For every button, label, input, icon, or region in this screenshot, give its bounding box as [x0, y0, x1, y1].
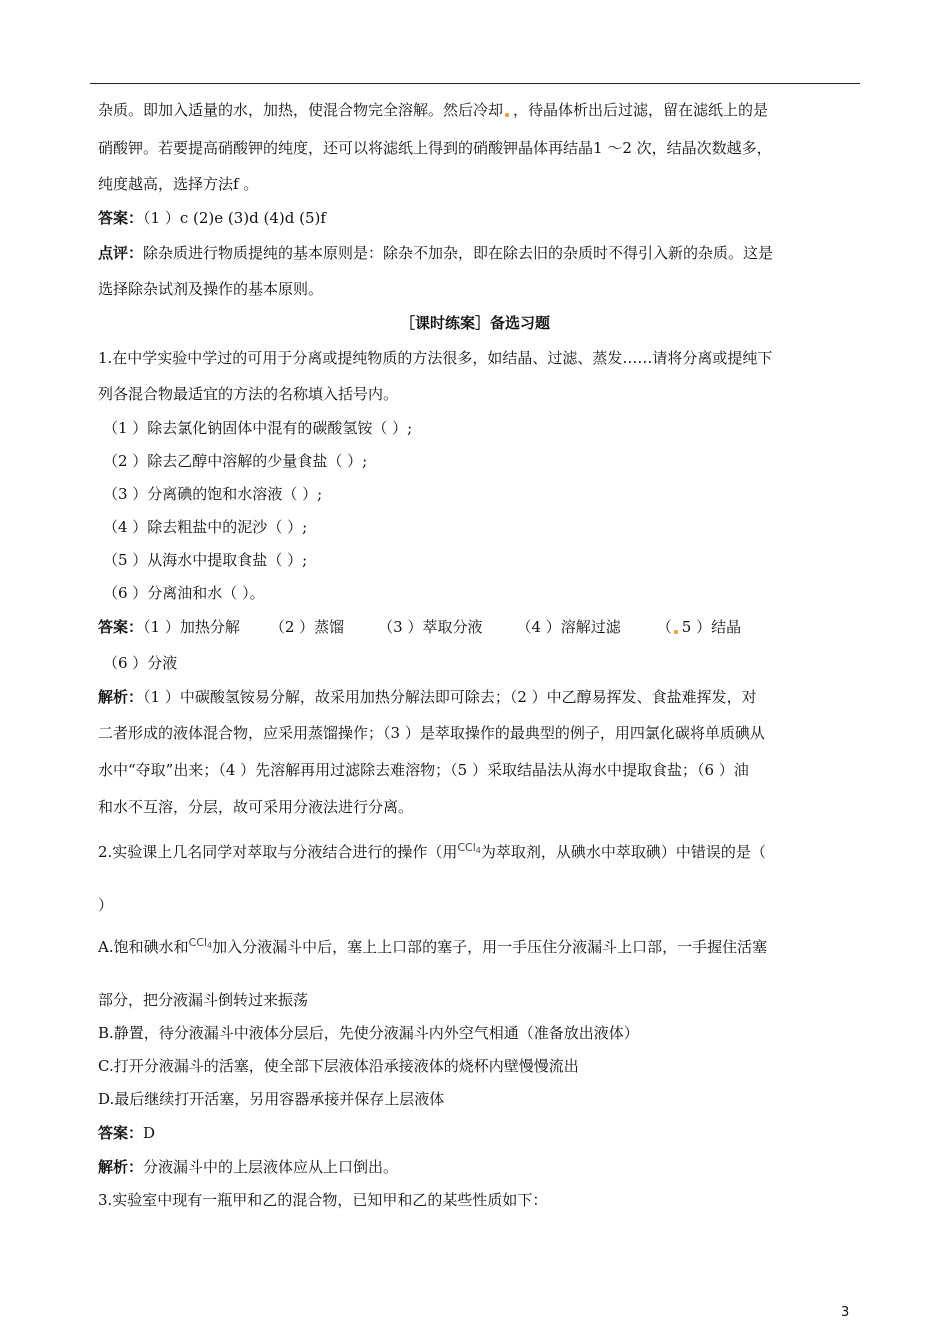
- explanation-2: 解析：分液漏斗中的上层液体应从上口倒出。: [98, 1158, 399, 1176]
- text-line: 杂质。即加入适量的水，加热，使混合物完全溶解。然后冷却 ，待晶体析出后过滤，留在滤纸上的是: [98, 101, 769, 119]
- explanation-1: 水中“夺取”出来；（4 ）先溶解再用过滤除去难溶物；（5 ）采取结晶法从海水中提取食盐；（6 ）油: [98, 761, 749, 779]
- question-1-item: （6 ）分离油和水（ ）。: [103, 584, 265, 602]
- section-title: ［课时练案］备选习题: [399, 314, 550, 332]
- review-line: 选择除杂试剂及操作的基本原则。: [98, 280, 324, 298]
- ccl4-formula: CCl4: [188, 936, 213, 950]
- question-2: ）: [98, 896, 114, 914]
- text-line: 硝酸钾。若要提高硝酸钾的纯度，还可以将滤纸上得到的硝酸钾晶体再结晶1 ～2 次，结晶次数越多，: [98, 139, 772, 157]
- question-1: 1.在中学实验中学过的可用于分离或提纯物质的方法很多，如结晶、过滤、蒸发……请将分离或提纯下: [98, 349, 773, 367]
- answer-3: 答案：D: [98, 1124, 156, 1142]
- option-c: C.打开分液漏斗的活塞，使全部下层液体沿承接液体的烧杯内壁慢慢流出: [98, 1057, 579, 1075]
- option-d: D.最后继续打开活塞，另用容器承接并保存上层液体: [98, 1090, 445, 1108]
- text-line: 纯度越高，选择方法f 。: [98, 175, 259, 193]
- question-1-item: （1 ）除去氯化钠固体中混有的碳酸氢铵（ ）;: [103, 419, 413, 437]
- question-1-item: （3 ）分离碘的饱和水溶液（ ）;: [103, 485, 323, 503]
- review-line: 点评：除杂质进行物质提纯的基本原则是：除杂不加杂，即在除去旧的杂质时不得引入新的杂质。这是: [98, 244, 774, 262]
- answer-1: 答案：（1 ）c (2)e (3)d (4)d (5)f: [98, 209, 326, 227]
- explanation-1: 二者形成的液体混合物，应采用蒸馏操作；（3 ）是萃取操作的最典型的例子，用四氯化碳将单质碘从: [98, 724, 765, 742]
- question-3: 3.实验室中现有一瓶甲和乙的混合物，已知甲和乙的某些性质如下：: [98, 1191, 548, 1209]
- header-rule: [90, 83, 860, 84]
- marker-dot: [674, 630, 678, 634]
- question-1: 列各混合物最适宜的方法的名称填入括号内。: [98, 385, 399, 403]
- answer-2: 答案：（1 ）加热分解 （2 ）蒸馏 （3 ）萃取分液 （4 ）溶解过滤 （ 5 ）结晶: [98, 618, 742, 636]
- question-1-item: （5 ）从海水中提取食盐（ ）;: [103, 551, 308, 569]
- marker-dot: [505, 113, 509, 117]
- answer-2: （6 ）分液: [103, 654, 178, 672]
- question-1-item: （4 ）除去粗盐中的泥沙（ ）;: [103, 518, 308, 536]
- option-b: B.静置，待分液漏斗中液体分层后，先使分液漏斗内外空气相通（准备放出液体）: [98, 1024, 639, 1042]
- explanation-1: 解析：（1 ）中碳酸氢铵易分解，故采用加热分解法即可除去；（2 ）中乙醇易挥发、食盐难挥发，对: [98, 688, 757, 706]
- ccl4-formula: CCl4: [457, 841, 481, 855]
- page-number: 3: [841, 1305, 850, 1320]
- option-a: A.饱和碘水和$^{CCl_4}$加入分液漏斗中后，塞上上口部的塞子，用一手压住分液漏斗上口部，一手握住活塞: [98, 936, 768, 956]
- option-a: 部分，把分液漏斗倒转过来振荡: [98, 991, 309, 1009]
- question-2: 2.实验课上几名同学对萃取与分液结合进行的操作（用$^{CCl_4}$为萃取剂，从碘水中萃取碘）中错误的是（: [98, 841, 766, 861]
- explanation-1: 和水不互溶，分层，故可采用分液法进行分离。: [98, 798, 414, 816]
- question-1-item: （2 ）除去乙醇中溶解的少量食盐（ ）;: [103, 452, 368, 470]
